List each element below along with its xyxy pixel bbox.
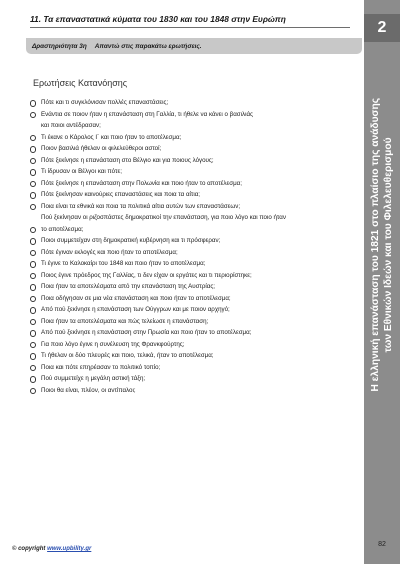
question-text: Ενάντια σε ποιον ήταν η επανάσταση στη Γαλλία, τι ήθελε να κάνει ο βασιλιάς — [41, 110, 254, 118]
circle-bullet-icon — [30, 376, 36, 382]
question-item — [30, 364, 360, 372]
question-text: και ποιοι αντέδρασαν; — [41, 122, 101, 129]
copyright-link[interactable]: www.upbility.gr — [47, 546, 92, 552]
circle-bullet-icon — [30, 342, 36, 348]
chapter-caption-line2: των Εθνικών Ιδεών και του Φιλελευθερισμού — [383, 137, 394, 353]
question-item — [30, 295, 360, 303]
question-text: Ποια και πότε επηρέασαν το πολιτικό τοπίο; — [41, 363, 161, 371]
chapter-caption — [364, 60, 400, 430]
question-list — [30, 99, 360, 398]
question-text: Πού ξεκίνησαν οι ριζοσπάστες δημοκρατικοί την επανάσταση, για ποιο λόγο και ποιο ήταν — [41, 214, 286, 221]
question-text: Ποια ήταν τα αποτελέσματα από την επανάσταση της Αυστρίας; — [41, 283, 216, 290]
question-text: Πότε ξεκίνησε η επανάσταση στην Πολωνία και ποιο ήταν το αποτέλεσμα; — [41, 179, 242, 187]
circle-bullet-icon — [30, 307, 36, 313]
question-text: Τι έγινε το Καλοκαίρι του 1848 και ποιο ήταν το αποτέλεσμα; — [41, 260, 206, 267]
question-text: Τι έκανε ο Κάρολος Ι΄ και ποιο ήταν το αποτέλεσμα; — [41, 133, 182, 141]
circle-bullet-icon — [30, 353, 36, 359]
question-text: Ποιος έγινε πρόεδρος της Γαλλίας, τι δεν είχαν οι εργάτες και τι περιορίστηκε; — [41, 271, 252, 279]
question-item — [30, 99, 360, 107]
circle-bullet-icon — [30, 238, 36, 244]
lesson-title: 11. Τα επαναστατικά κύματα του 1830 και του 1848 στην Ευρώπη — [30, 14, 350, 28]
footer-copyright — [12, 546, 91, 552]
question-item — [30, 214, 360, 222]
circle-bullet-icon — [30, 319, 36, 325]
question-text: Ποιοι συμμετείχαν στη δημοκρατική κυβέρνηση και τι πρόσφεραν; — [41, 237, 221, 244]
circle-bullet-icon — [30, 296, 36, 302]
question-item — [30, 283, 360, 291]
question-item — [30, 318, 360, 326]
circle-bullet-icon — [30, 284, 36, 290]
question-item — [30, 145, 360, 153]
circle-bullet-icon — [30, 192, 36, 198]
question-item — [30, 134, 360, 142]
question-text: Από πού ξεκίνησε η επανάσταση των Ούγγρων και με ποιον αρχηγό; — [41, 306, 230, 313]
activity-instruction: Απαντώ στις παρακάτω ερωτήσεις. — [94, 42, 202, 50]
question-item — [30, 341, 360, 349]
question-text: το αποτέλεσμα; — [41, 225, 84, 233]
question-text: Ποιον βασιλιά ήθελαν οι φιλελεύθεροι αστοί; — [41, 145, 162, 152]
activity-label: Δραστηριότητα 3η — [32, 42, 87, 50]
question-item — [30, 352, 360, 360]
question-text: Ποια ήταν τα αποτελέσματα και πώς τελείωσε η επανάσταση; — [41, 317, 209, 325]
question-item — [30, 306, 360, 314]
question-item — [30, 237, 360, 245]
question-item — [30, 329, 360, 337]
question-text: Πότε ξεκίνησε η επανάσταση στο Βέλγιο και για ποιους λόγους; — [41, 156, 214, 164]
question-text: Τι ήθελαν οι δύο πλευρές και ποιο, τελικά, ήταν το αποτέλεσμα; — [41, 352, 214, 359]
question-text: Πού συμμετείχε η μεγάλη αστική τάξη; — [41, 375, 146, 382]
circle-bullet-icon — [30, 388, 36, 394]
question-item — [30, 272, 360, 280]
question-text: Ποιοι θα είναι, πλέον, οι αντίπαλοι; — [41, 386, 136, 394]
circle-bullet-icon — [30, 273, 36, 279]
question-item — [30, 249, 360, 257]
question-item — [30, 260, 360, 268]
circle-bullet-icon — [30, 261, 36, 267]
question-item — [30, 387, 360, 395]
copyright-label: © copyright — [12, 546, 46, 552]
activity-bar — [26, 38, 362, 54]
circle-bullet-icon — [30, 112, 36, 118]
circle-bullet-icon — [30, 250, 36, 256]
question-text: Πότε ξεκίνησαν καινούριες επαναστάσεις και ποια τα αίτια; — [41, 191, 201, 198]
chapter-caption-line1: Η ελληνική επανάσταση του 1821 στο πλαίσιο της ανάδυσης — [370, 98, 381, 392]
circle-bullet-icon — [30, 169, 36, 175]
question-text: Για ποιο λόγο έγινε η συνέλευση της Φρανκφούρτης; — [41, 340, 185, 348]
circle-bullet-icon — [30, 146, 36, 152]
question-item — [30, 168, 360, 176]
circle-bullet-icon — [30, 135, 36, 141]
question-item — [30, 226, 360, 234]
circle-bullet-icon — [30, 365, 36, 371]
circle-bullet-icon — [30, 181, 36, 187]
circle-bullet-icon — [30, 100, 36, 106]
question-item — [30, 191, 360, 199]
question-item — [30, 122, 360, 130]
page-number: 82 — [378, 541, 386, 548]
question-text: Ποια είναι τα εθνικά και ποια τα πολιτικά αίτια αυτών των επαναστάσεων; — [41, 202, 241, 210]
circle-bullet-icon — [30, 227, 36, 233]
question-text: Ποια οδήγησαν σε μια νέα επανάσταση και ποιο ήταν το αποτέλεσμα; — [41, 294, 231, 302]
question-item — [30, 111, 360, 119]
circle-bullet-icon — [30, 204, 36, 210]
question-text: Από πού ξεκίνησε η επανάσταση στην Πρωσία και ποιο ήταν το αποτέλεσμα; — [41, 329, 252, 336]
circle-bullet-icon — [30, 330, 36, 336]
question-text: Πότε έγιναν εκλογές και ποιο ήταν το αποτέλεσμα; — [41, 248, 178, 256]
question-item — [30, 375, 360, 383]
question-text: Πότε και τι συγκλόνισαν πολλές επαναστάσεις; — [41, 99, 169, 106]
question-item — [30, 203, 360, 211]
chapter-number: 2 — [364, 14, 400, 42]
question-item — [30, 180, 360, 188]
question-item — [30, 157, 360, 165]
section-heading: Ερωτήσεις Κατανόησης — [33, 78, 128, 88]
question-text: Τι ίδρυσαν οι Βέλγοι και πότε; — [41, 168, 122, 175]
circle-bullet-icon — [30, 158, 36, 164]
